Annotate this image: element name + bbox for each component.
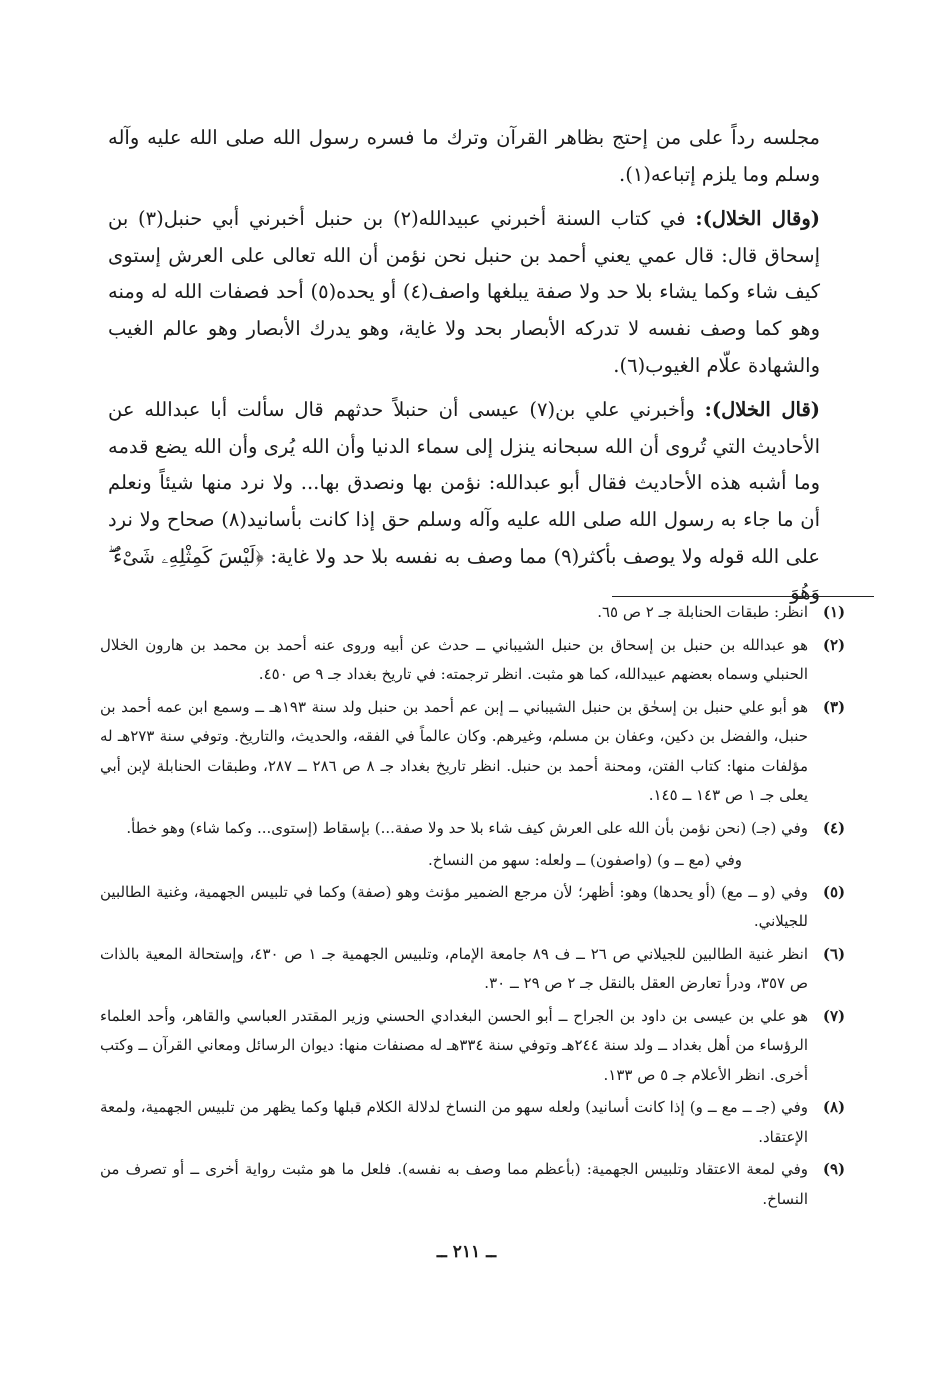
footnote-number: (٩): [822, 1160, 846, 1178]
footnote: [100, 878, 860, 937]
footnote: [100, 598, 860, 628]
footnote-number: (٧): [822, 1006, 846, 1025]
paragraph-body: مجلسه رداً على من إحتج بظاهر القرآن وترك ما فسره رسول الله صلى الله عليه وآله وسلم وما يلزم إتباعه(١).: [108, 126, 820, 186]
paragraph-lead: (قال الخلال):: [704, 398, 820, 422]
paragraph-1: [108, 120, 820, 193]
footnote: [100, 1155, 860, 1214]
footnote-text: وفي (و ــ مع) (أو يحدها) وهو: أظهر؛ لأن مرجع الضمير مؤنث وهو (صفة) وكما في تلبيس الجهمية، وغنية الطالبين للجيلاني.: [100, 882, 808, 930]
footnote: [100, 693, 860, 811]
paragraph-2: [108, 201, 820, 384]
footnote-number: (٦): [822, 944, 846, 963]
main-text: [108, 120, 820, 620]
footnote: [100, 940, 860, 999]
footnote-text: هو علي بن عيسى بن داود بن الجراح ــ أبو الحسن البغدادي الحسني وزير المقتدر العباسي والقاهر، وأحد العلماء الرؤساء من أهل بغداد ــ ولد سنة ٢٤٤هـ وتوفي سنة ٣٣٤هـ له مصنفات منها: ديوان الرسائل ومعاني القرآن ــ وكتب أخرى. انظر الأعلام جـ ٥ ص ١٣٣.: [100, 1006, 809, 1084]
footnote-text: هو عبدالله بن حنبل بن إسحاق بن حنبل الشيباني ــ حدث عن أبيه وروى عنه أحمد بن محمد بن هارون الخلال الحنبلي وسماه بعضهم عبيدالله، كما هو مثبت. انظر ترجمته: في تاريخ بغداد جـ ٩ ص ٤٥٠.: [100, 635, 808, 683]
footnote-number: (٢): [822, 635, 846, 654]
footnote: [100, 814, 860, 844]
footnote-text: وفي (جـ) (نحن نؤمن بأن الله على العرش كيف شاء بلا حد ولا صفة...) بإسقاط (إستوى... وكما شاء) وهو خطأ.: [126, 818, 808, 837]
footnote-separator: [612, 596, 874, 597]
footnote: [100, 1002, 860, 1091]
paragraph-body: في كتاب السنة أخبرني عبيدالله(٢) بن حنبل أخبرني أبي حنبل(٣) بن إسحاق قال: قال عمي يعني أحمد بن حنبل نحن نؤمن أن الله تعالى على العرش إستوى كيف شاء وكما يشاء بلا حد ولا صفة يبلغها واصف(٤) أو يحده(٥) أحد فصفات الله له ومنه وهو كما وصف نفسه لا تدركه الأبصار بحد ولا غاية، وهو يدرك الأبصار وهو عالم الغيب والشهادة علّام الغيوب(٦).: [108, 207, 820, 377]
footnotes: [100, 598, 860, 1217]
footnote-text: وفي لمعة الاعتقاد وتلبيس الجهمية: (بأعظم مما وصف به نفسه). فلعل ما هو مثبت رواية أخرى ــ أو تصرف من النساخ.: [100, 1160, 808, 1208]
footnote-text: وفي (جـ ــ مع ــ و) إذا كانت أسانيد) ولعله سهو من النساخ لدلالة الكلام قبلها وكما يظهر من تلبيس الجهمية، ولمعة الإعتقاد.: [100, 1098, 808, 1146]
footnote: [100, 1093, 860, 1152]
footnote-continuation: وفي (مع ــ و) (واصفون) ــ ولعله: سهو من النساخ.: [427, 851, 742, 869]
footnote-text: هو أبو علي حنبل بن إسحٰق بن حنبل الشيباني ــ إبن عم أحمد بن حنبل ولد سنة ١٩٣هـ ــ وسمع ابن عمه أحمد بن حنبل، والفضل بن دكين، وعفان بن مسلم، وغيرهم. وكان عالماً في الفقه، والحديث، والتاريخ. وتوفي سنة ٢٧٣هـ له مؤلفات منها: كتاب الفتن، ومحنة أحمد بن حنبل. انظر تاريخ بغداد جـ ٨ ص ٢٨٦ ــ ٢٨٧، وطبقات الحنابلة لإبن أبي يعلى جـ ١ ص ١٤٣ ــ ١٤٥.: [100, 697, 809, 804]
paragraph-3: [108, 392, 820, 612]
footnote-text: انظر: طبقات الحنابلة جـ ٢ ص ٦٥.: [597, 603, 808, 621]
paragraph-lead: (وقال الخلال):: [695, 207, 820, 231]
footnote-number: (٨): [822, 1098, 846, 1116]
footnote-text: انظر غنية الطالبين للجيلاني ص ٢٦ ــ ف ٨٩ جامعة الإمام، وتلبيس الجهمية جـ ١ ص ٤٣٠، وإستحالة المعية بالذات ص ٣٥٧، ودرأ تعارض العقل بالنقل جـ ٢ ص ٢٩ ــ ٣٠.: [100, 944, 808, 992]
page-number: ــ ٢١١ ــ: [436, 1242, 497, 1262]
footnote: [100, 631, 860, 690]
footnote-number: (٥): [822, 882, 846, 901]
footnote-number: (٤): [822, 818, 846, 837]
footnote-number: (٣): [822, 697, 846, 716]
paragraph-body: وأخبرني علي بن(٧) عيسى أن حنبلاً حدثهم قال سألت أبا عبدالله عن الأحاديث التي تُروى أن الله سبحانه ينزل إلى سماء الدنيا وأن الله يُرى وأن الله يضع قدمه وما أشبه هذه الأحاديث فقال أبو عبدالله: نؤمن بها ونصدق بها... ولا نرد منها شيئاً ونعلم أن ما جاء به رسول الله صلى الله عليه وآله وسلم حق إذا كانت بأسانيد(٨) صحاح ولا نرد على الله قوله ولا يوصف بأكثر(٩) مما وصف به نفسه بلا حد ولا غاية: ﴿لَيْسَ كَمِثْلِهِۦ شَىْءٌ ۖ وَهُوَ: [108, 398, 820, 605]
footnote-number: (١): [822, 603, 846, 621]
